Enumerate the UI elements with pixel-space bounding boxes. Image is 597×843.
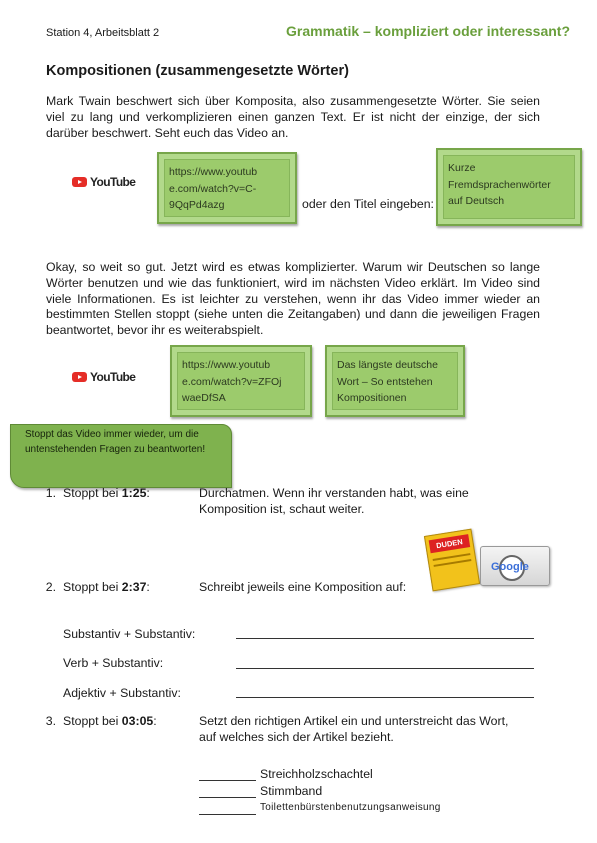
task-time: 03:05 [121,714,154,728]
video2-title-line: Kompositionen [337,392,407,404]
composition-label: Substantiv + Substantiv: [63,627,196,641]
task-stop-prefix: Stoppt bei [63,580,122,594]
task-stop-prefix: Stoppt bei [63,714,122,728]
video2-title-box[interactable] [325,345,465,417]
composition-label: Verb + Substantiv: [63,656,164,670]
explanation-paragraph: Okay, so weit so gut. Jetzt wird es etwas komplizierter. Warum wir Deutschen so lange Wörter benutzen und wie das funktioniert, wird im nächsten Video erklärt. Im Video sind viele Informationen. Es ist leichter zu verstehen, wenn ihr das Video immer wieder an bestimmten Stellen stoppt (siehe unten die Zeitangaben) und dann die jeweiligen Fragen beantwortet, bevor ihr es weiterabspielt. [46,260,540,338]
youtube-wordmark: YouTube [90,175,136,189]
article-blank[interactable] [199,814,256,815]
video1-title-line: Kurze [448,162,476,174]
header-station: Station 4, Arbeitsblatt 2 [46,27,160,39]
google-search-image [480,546,550,586]
google-wordmark: Google [491,561,529,573]
duden-book-label: DUDEN [429,534,471,553]
or-title-text: oder den Titel eingeben: [302,197,434,211]
youtube-logo-2 [72,370,135,384]
composition-label: Adjektiv + Substantiv: [63,686,181,700]
video2-url-box[interactable] [170,345,312,417]
scroll-note [10,424,232,488]
word-item: Streichholzschachtel [260,767,373,781]
task-instruction: Setzt den richtigen Artikel ein und unterstreicht das Wort, auf welches sich der Artikel bezieht. [199,714,509,744]
scroll-note-text: Stoppt das Video immer wieder, um die untenstehenden Fragen zu beantworten! [25,429,206,455]
task-number: 3. [45,714,56,728]
video2-title-line: Das längste deutsche [337,359,438,371]
answer-line[interactable] [236,638,534,639]
task-stop [63,714,157,728]
page-title: Kompositionen (zusammengesetzte Wörter) [46,63,349,79]
word-item: Stimmband [260,784,323,798]
video1-title-line: auf Deutsch [448,195,505,207]
video2-title-line: Wort – So entstehen [337,375,433,388]
task-instruction: Durchatmen. Wenn ihr verstanden habt, was eine Komposition ist, schaut weiter. [199,486,469,516]
task-stop [63,580,150,594]
video1-title-line: Fremdsprachenwörter [448,178,551,191]
answer-line[interactable] [236,668,534,669]
word-item: Toilettenbürstenbenutzungsanweisung [260,802,441,813]
article-blank[interactable] [199,780,256,781]
header-topic: Grammatik – kompliziert oder interessant? [286,23,570,39]
intro-paragraph: Mark Twain beschwert sich über Komposita, also zusammengesetzte Wörter. Sie seien viel zu lang und verkomplizieren einen ganzen Text. Er ist nicht der einzige, der sich darüber beschwert. Seht euch das Video an. [46,94,540,140]
youtube-logo-1 [72,175,135,189]
video1-title-box[interactable] [436,148,582,226]
youtube-wordmark: YouTube [90,370,136,384]
task-stop-colon: : [146,580,150,594]
task-time: 2:37 [121,580,147,594]
youtube-play-icon [72,177,87,187]
duden-book-image [424,529,480,592]
video2-url-line: https://www.youtub [182,359,271,371]
video1-url-line: e.com/watch?v=C- [169,182,257,195]
task-instruction: Schreibt jeweils eine Komposition auf: [199,580,407,594]
task-stop [63,486,150,500]
task-stop-colon: : [146,486,150,500]
task-time: 1:25 [121,486,147,500]
video2-url-line: waeDfSA [182,392,226,404]
task-stop-prefix: Stoppt bei [63,486,122,500]
task-stop-colon: : [153,714,157,728]
task-number: 1. [45,486,56,500]
article-blank[interactable] [199,797,256,798]
video1-url-line: 9QqPd4azg [169,199,225,211]
task-number: 2. [45,580,56,594]
answer-line[interactable] [236,697,534,698]
youtube-play-icon [72,372,87,382]
video2-url-line: e.com/watch?v=ZFOj [182,375,282,388]
video1-url-line: https://www.youtub [169,166,258,178]
video1-url-box[interactable] [157,152,297,224]
